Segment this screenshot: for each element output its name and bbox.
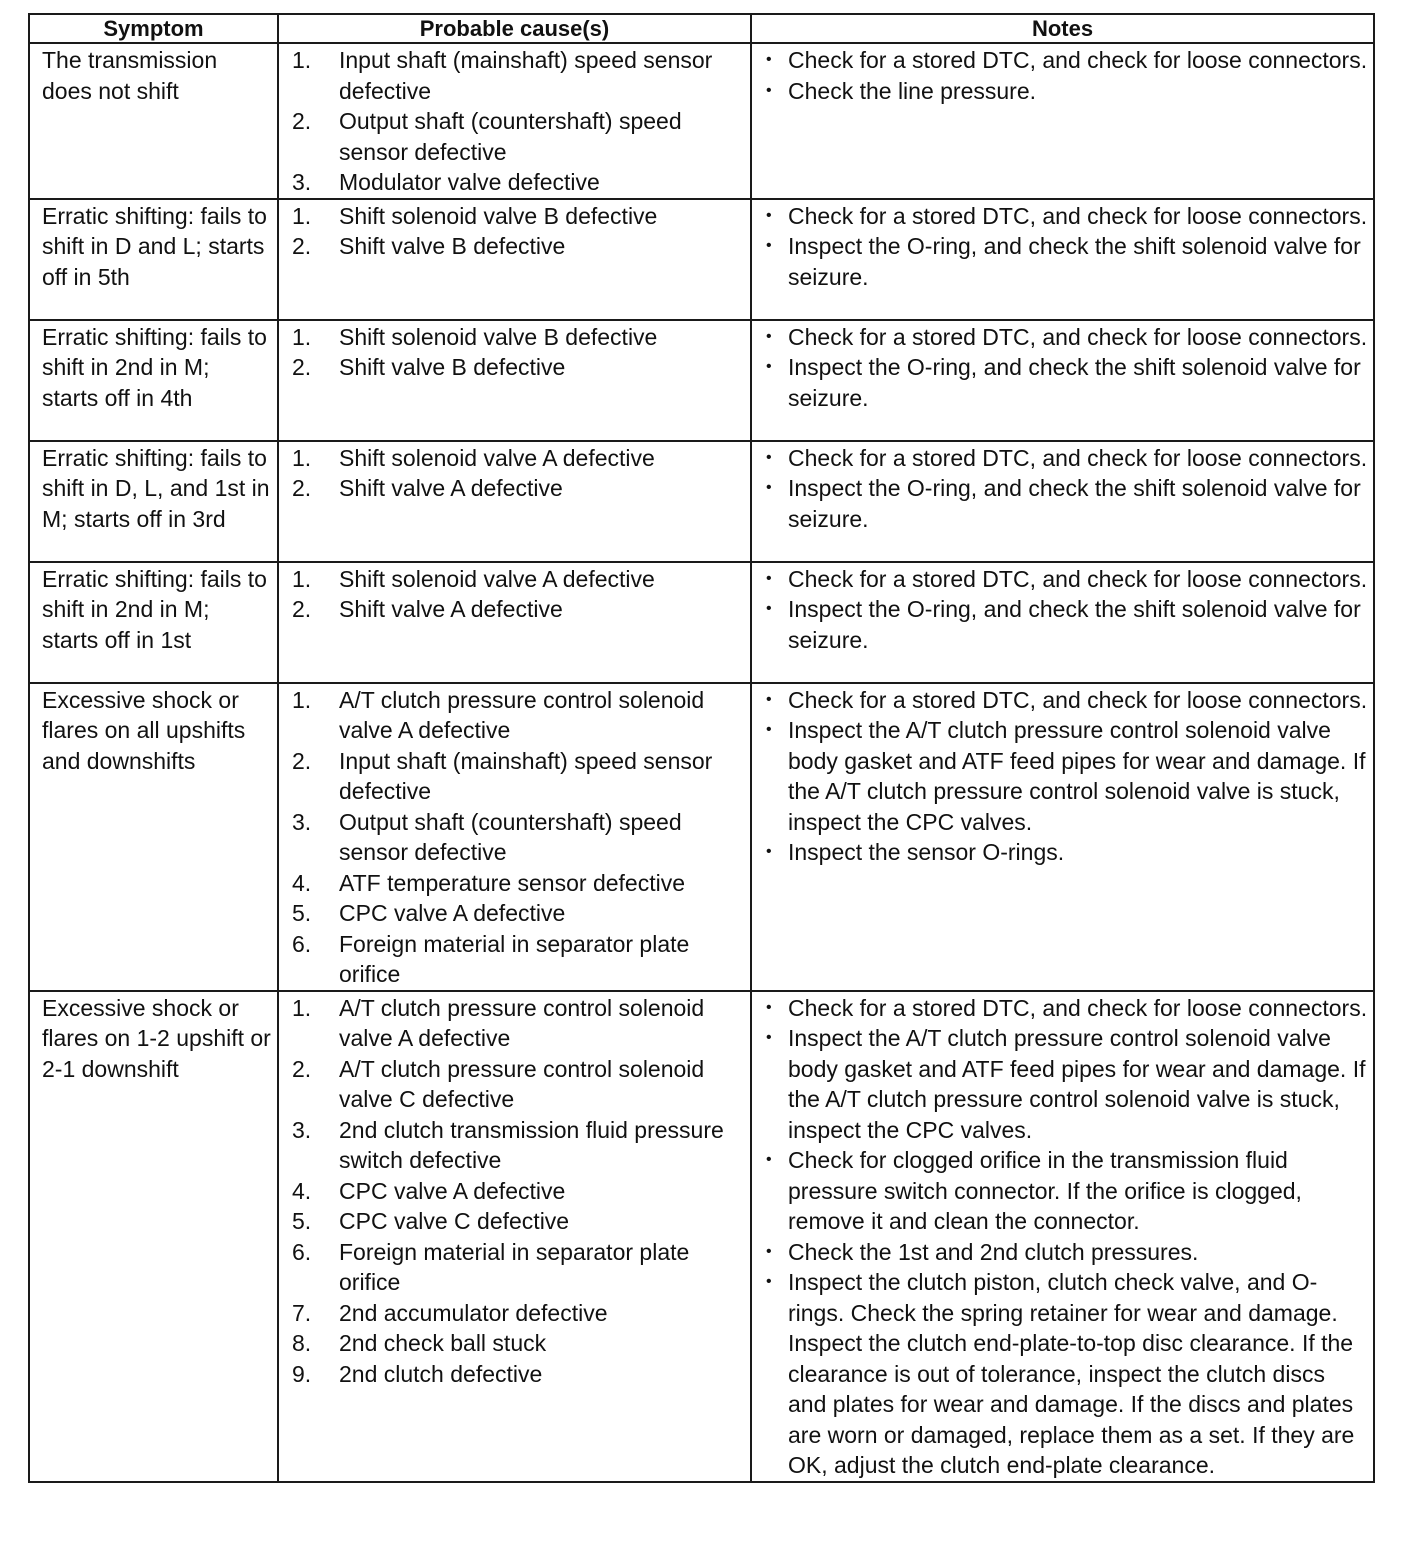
cause-number: 1. xyxy=(292,202,312,229)
cause-list xyxy=(292,443,746,504)
cause-number: 5. xyxy=(292,1208,312,1234)
cause-number: 4. xyxy=(292,869,312,896)
cause-item xyxy=(292,929,746,990)
cause-text: Foreign material in separator plate orifice xyxy=(339,930,690,987)
notes-list xyxy=(766,685,1369,868)
cause-item xyxy=(292,1054,746,1115)
note-item xyxy=(766,837,1369,868)
cause-number: 1. xyxy=(292,994,312,1021)
header-symptom: Symptom xyxy=(29,14,278,43)
cause-item xyxy=(292,473,746,504)
cause-item xyxy=(292,322,746,353)
cause-number: 6. xyxy=(292,930,312,957)
bullet-icon: • xyxy=(766,358,772,375)
cause-text: CPC valve A defective xyxy=(339,1177,566,1204)
cause-item xyxy=(292,993,746,1054)
cause-text: Output shaft (countershaft) speed sensor defective xyxy=(339,108,682,165)
cause-number: 2. xyxy=(292,354,312,380)
note-item xyxy=(766,1237,1369,1268)
notes-cell xyxy=(751,441,1374,562)
bullet-icon: • xyxy=(766,81,772,99)
note-text: Check for a stored DTC, and check for loose connectors. xyxy=(788,47,1368,73)
symptom-cell: The transmission does not shift xyxy=(29,43,278,199)
header-row xyxy=(29,14,1374,43)
cause-number: 7. xyxy=(292,1299,312,1326)
note-text: Inspect the O-ring, and check the shift solenoid valve for seizure. xyxy=(788,596,1361,653)
note-text: Check for clogged orifice in the transmission fluid pressure switch connector. If the orifice is clogged, remove it and clean the connector. xyxy=(788,1147,1302,1234)
cause-text: Shift solenoid valve B defective xyxy=(339,202,658,229)
notes-cell xyxy=(751,562,1374,683)
note-item xyxy=(766,1145,1369,1237)
cause-text: A/T clutch pressure control solenoid valve A defective xyxy=(339,994,705,1051)
cause-number: 2. xyxy=(292,108,312,134)
cause-list xyxy=(292,993,746,1390)
cause-list xyxy=(292,45,746,198)
bullet-icon: • xyxy=(766,998,772,1016)
cause-item xyxy=(292,594,746,625)
note-item xyxy=(766,322,1369,353)
cause-text: Shift valve A defective xyxy=(339,596,563,622)
header-notes: Notes xyxy=(751,14,1374,43)
notes-cell xyxy=(751,683,1374,991)
bullet-icon: • xyxy=(766,479,772,496)
cause-item xyxy=(292,1176,746,1207)
note-text: Check for a stored DTC, and check for loose connectors. xyxy=(788,686,1368,713)
cause-item xyxy=(292,106,746,167)
table-row xyxy=(29,320,1374,441)
note-text: Inspect the A/T clutch pressure control solenoid valve body gasket and ATF feed pipes for wear and damage. If the A/T clutch pressure control solenoid valve is stuck, inspect the CPC valves. xyxy=(788,717,1366,835)
cause-item xyxy=(292,1359,746,1390)
cause-item xyxy=(292,1237,746,1298)
notes-list xyxy=(766,201,1369,293)
cause-item xyxy=(292,807,746,868)
notes-list xyxy=(766,564,1369,656)
cause-text: Shift solenoid valve A defective xyxy=(339,565,655,592)
table-row xyxy=(29,683,1374,991)
note-item xyxy=(766,715,1369,837)
cause-text: 2nd clutch transmission fluid pressure switch defective xyxy=(339,1116,724,1173)
cause-list xyxy=(292,564,746,625)
cause-item xyxy=(292,201,746,232)
notes-list xyxy=(766,993,1369,1481)
troubleshooting-table xyxy=(28,13,1375,1483)
cause-text: CPC valve A defective xyxy=(339,900,566,926)
table-row xyxy=(29,562,1374,683)
cause-item xyxy=(292,868,746,899)
symptom-cell: Erratic shifting: fails to shift in 2nd in M; starts off in 4th xyxy=(29,320,278,441)
cause-number: 4. xyxy=(292,1177,312,1204)
table-row xyxy=(29,441,1374,562)
table-header xyxy=(29,14,1374,43)
bullet-icon: • xyxy=(766,51,772,68)
cause-text: Output shaft (countershaft) speed sensor defective xyxy=(339,808,682,865)
bullet-icon: • xyxy=(766,1273,772,1290)
cause-item xyxy=(292,1115,746,1176)
note-item xyxy=(766,993,1369,1024)
cause-number: 2. xyxy=(292,475,312,501)
cause-text: 2nd clutch defective xyxy=(339,1360,543,1387)
note-text: Check the 1st and 2nd clutch pressures. xyxy=(788,1238,1199,1265)
cause-cell xyxy=(278,199,751,320)
note-text: Check for a stored DTC, and check for loose connectors. xyxy=(788,202,1368,229)
cause-number: 8. xyxy=(292,1330,312,1356)
cause-text: Shift valve B defective xyxy=(339,233,566,259)
cause-cell xyxy=(278,683,751,991)
cause-text: A/T clutch pressure control solenoid valve C defective xyxy=(339,1055,705,1112)
cause-text: Shift solenoid valve A defective xyxy=(339,444,655,471)
cause-item xyxy=(292,45,746,106)
cause-item xyxy=(292,898,746,929)
bullet-icon: • xyxy=(766,206,772,224)
note-item xyxy=(766,201,1369,232)
cause-number: 5. xyxy=(292,900,312,926)
notes-cell xyxy=(751,199,1374,320)
notes-list xyxy=(766,443,1369,535)
cause-text: Shift valve B defective xyxy=(339,354,566,380)
note-text: Inspect the sensor O-rings. xyxy=(788,839,1065,865)
note-item xyxy=(766,45,1369,76)
note-text: Check for a stored DTC, and check for loose connectors. xyxy=(788,994,1368,1021)
note-item xyxy=(766,564,1369,595)
cause-item xyxy=(292,564,746,595)
cause-text: A/T clutch pressure control solenoid valve A defective xyxy=(339,686,705,743)
header-probable-cause: Probable cause(s) xyxy=(278,14,751,43)
cause-number: 2. xyxy=(292,747,312,774)
cause-number: 1. xyxy=(292,47,312,73)
note-text: Check for a stored DTC, and check for loose connectors. xyxy=(788,444,1368,471)
bullet-icon: • xyxy=(766,600,772,617)
symptom-cell: Erratic shifting: fails to shift in D and L; starts off in 5th xyxy=(29,199,278,320)
bullet-icon: • xyxy=(766,569,772,587)
cause-number: 3. xyxy=(292,1116,312,1143)
symptom-cell: Erratic shifting: fails to shift in D, L, and 1st in M; starts off in 3rd xyxy=(29,441,278,562)
note-text: Inspect the A/T clutch pressure control solenoid valve body gasket and ATF feed pipes for wear and damage. If the A/T clutch pressure control solenoid valve is stuck, inspect the CPC valves. xyxy=(788,1025,1366,1143)
cause-number: 2. xyxy=(292,596,312,622)
cause-number: 3. xyxy=(292,169,312,195)
cause-text: 2nd check ball stuck xyxy=(339,1330,547,1356)
cause-number: 3. xyxy=(292,808,312,835)
cause-cell xyxy=(278,320,751,441)
cause-list xyxy=(292,201,746,262)
table-row xyxy=(29,43,1374,199)
cause-cell xyxy=(278,43,751,199)
cause-number: 9. xyxy=(292,1360,312,1387)
cause-cell xyxy=(278,441,751,562)
note-item xyxy=(766,1267,1369,1481)
cause-item xyxy=(292,746,746,807)
table-row xyxy=(29,199,1374,320)
note-item xyxy=(766,352,1369,413)
note-item xyxy=(766,443,1369,474)
notes-list xyxy=(766,45,1369,106)
note-text: Inspect the clutch piston, clutch check valve, and O-rings. Check the spring retainer for wear and damage. Inspect the clutch end-plate-to-top disc clearance. If the clearance is out of tolerance, inspect the clutch discs and plates for wear and damage. If the discs and plates are worn or damaged, replace them as a set. If they are OK, adjust the clutch end-plate clearance. xyxy=(788,1269,1355,1478)
cause-number: 6. xyxy=(292,1238,312,1265)
cause-text: 2nd accumulator defective xyxy=(339,1299,608,1326)
cause-number: 1. xyxy=(292,444,312,471)
cause-item xyxy=(292,443,746,474)
bullet-icon: • xyxy=(766,448,772,466)
cause-number: 1. xyxy=(292,686,312,713)
cause-text: Modulator valve defective xyxy=(339,169,600,195)
cause-item xyxy=(292,1298,746,1329)
cause-text: Foreign material in separator plate orifice xyxy=(339,1238,690,1295)
note-text: Inspect the O-ring, and check the shift solenoid valve for seizure. xyxy=(788,233,1361,290)
bullet-icon: • xyxy=(766,690,772,708)
bullet-icon: • xyxy=(766,843,772,860)
note-item xyxy=(766,473,1369,534)
table-body xyxy=(29,43,1374,1482)
note-text: Check for a stored DTC, and check for loose connectors. xyxy=(788,565,1368,592)
cause-number: 2. xyxy=(292,233,312,259)
notes-cell xyxy=(751,991,1374,1482)
note-item xyxy=(766,76,1369,107)
cause-text: Shift valve A defective xyxy=(339,475,563,501)
note-text: Inspect the O-ring, and check the shift solenoid valve for seizure. xyxy=(788,475,1361,532)
bullet-icon: • xyxy=(766,1242,772,1260)
symptom-cell: Erratic shifting: fails to shift in 2nd in M; starts off in 1st xyxy=(29,562,278,683)
cause-text: ATF temperature sensor defective xyxy=(339,869,685,896)
cause-text: Shift solenoid valve B defective xyxy=(339,323,658,350)
note-item xyxy=(766,685,1369,716)
notes-cell xyxy=(751,43,1374,199)
cause-item xyxy=(292,1328,746,1359)
cause-item xyxy=(292,1206,746,1237)
bullet-icon: • xyxy=(766,1151,772,1168)
table-row xyxy=(29,991,1374,1482)
cause-number: 1. xyxy=(292,565,312,592)
note-text: Check for a stored DTC, and check for loose connectors. xyxy=(788,323,1368,350)
bullet-icon: • xyxy=(766,327,772,345)
symptom-cell: Excessive shock or flares on all upshifts and downshifts xyxy=(29,683,278,991)
cause-list xyxy=(292,322,746,383)
note-item xyxy=(766,1023,1369,1145)
cause-number: 2. xyxy=(292,1055,312,1082)
bullet-icon: • xyxy=(766,1029,772,1046)
cause-cell xyxy=(278,991,751,1482)
symptom-cell: Excessive shock or flares on 1-2 upshift or 2-1 downshift xyxy=(29,991,278,1482)
note-item xyxy=(766,231,1369,292)
bullet-icon: • xyxy=(766,237,772,254)
cause-item xyxy=(292,685,746,746)
cause-number: 1. xyxy=(292,323,312,350)
note-item xyxy=(766,594,1369,655)
cause-item xyxy=(292,352,746,383)
cause-list xyxy=(292,685,746,990)
cause-item xyxy=(292,231,746,262)
notes-cell xyxy=(751,320,1374,441)
cause-text: Input shaft (mainshaft) speed sensor defective xyxy=(339,47,713,104)
note-text: Check the line pressure. xyxy=(788,77,1037,104)
cause-text: Input shaft (mainshaft) speed sensor defective xyxy=(339,747,713,804)
note-text: Inspect the O-ring, and check the shift solenoid valve for seizure. xyxy=(788,354,1361,411)
notes-list xyxy=(766,322,1369,414)
cause-text: CPC valve C defective xyxy=(339,1208,570,1234)
cause-item xyxy=(292,167,746,198)
cause-cell xyxy=(278,562,751,683)
bullet-icon: • xyxy=(766,721,772,738)
